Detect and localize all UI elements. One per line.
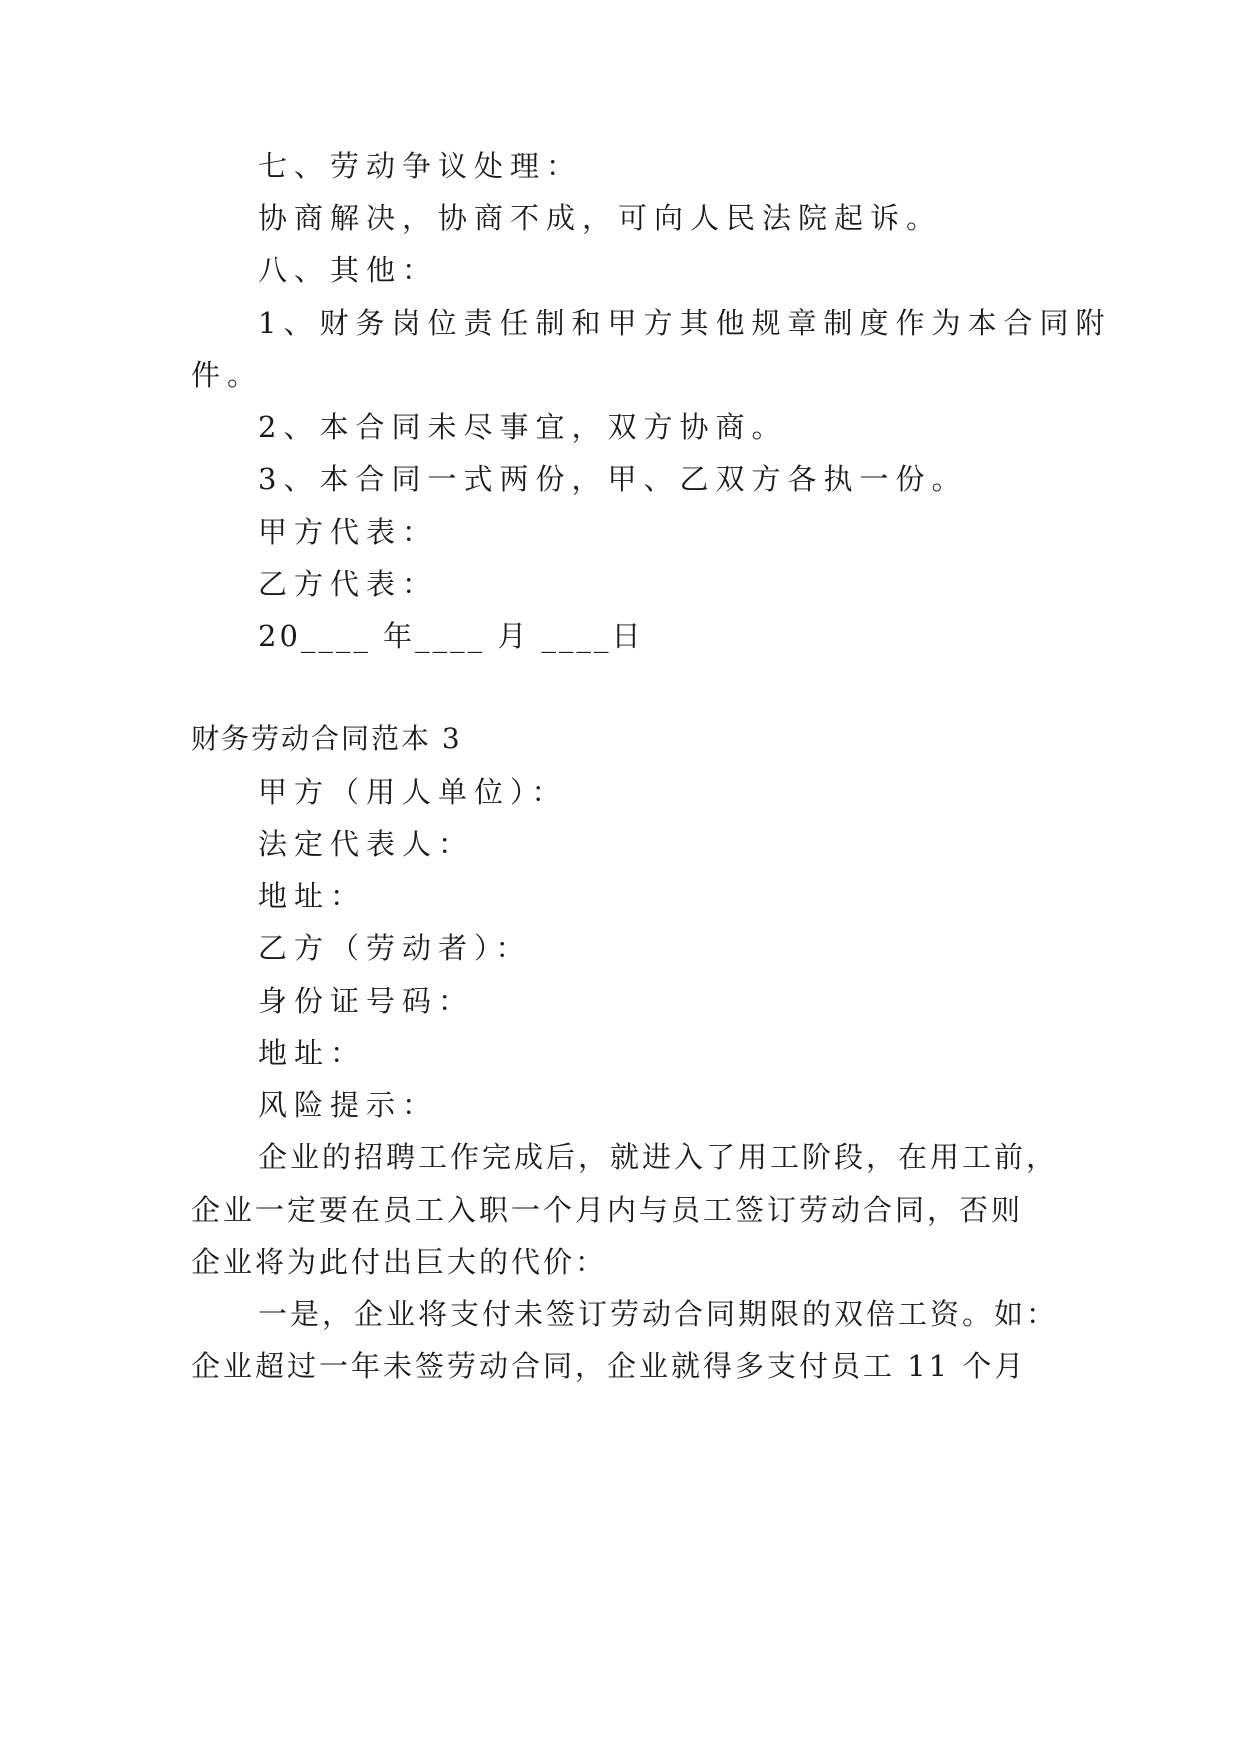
- employer-address-field: 地址：: [258, 879, 367, 913]
- consequence-1-line-1: 一是，企业将支付未签订劳动合同期限的双倍工资。如：: [258, 1297, 1059, 1331]
- heading-other: 八、其他：: [258, 253, 439, 287]
- paragraph-dispute-text: 协商解决，协商不成，可向人民法院起诉。: [258, 201, 943, 235]
- clause-3: 3、本合同一式两份，甲、乙双方各执一份。: [258, 462, 968, 496]
- employee-address-field: 地址：: [258, 1036, 367, 1070]
- party-a-representative: 甲方代表：: [258, 515, 439, 549]
- employee-field: 乙方（劳动者）：: [258, 931, 532, 965]
- section-title: 财务劳动合同范本 3: [191, 722, 462, 755]
- risk-notice-heading: 风险提示：: [258, 1088, 439, 1122]
- clause-1-line-1: 1、财务岗位责任制和甲方其他规章制度作为本合同附: [258, 306, 1112, 340]
- id-number-field: 身份证号码：: [258, 984, 475, 1018]
- date-line: 20____ 年____ 月 ____日: [258, 619, 644, 653]
- legal-representative-field: 法定代表人：: [258, 827, 475, 861]
- consequence-1-line-2: 企业超过一年未签劳动合同，企业就得多支付员工 11 个月: [191, 1349, 1027, 1383]
- risk-paragraph-line-3: 企业将为此付出巨大的代价：: [191, 1245, 608, 1279]
- heading-dispute-resolution: 七、劳动争议处理：: [258, 149, 583, 183]
- clause-1-line-2: 件。: [191, 358, 264, 392]
- employer-field: 甲方（用人单位）：: [258, 775, 568, 809]
- risk-paragraph-line-1: 企业的招聘工作完成后，就进入了用工阶段，在用工前，: [258, 1140, 1059, 1174]
- risk-paragraph-line-2: 企业一定要在员工入职一个月内与员工签订劳动合同，否则: [191, 1193, 1024, 1227]
- clause-2: 2、本合同未尽事宜，双方协商。: [258, 410, 788, 444]
- party-b-representative: 乙方代表：: [258, 567, 439, 601]
